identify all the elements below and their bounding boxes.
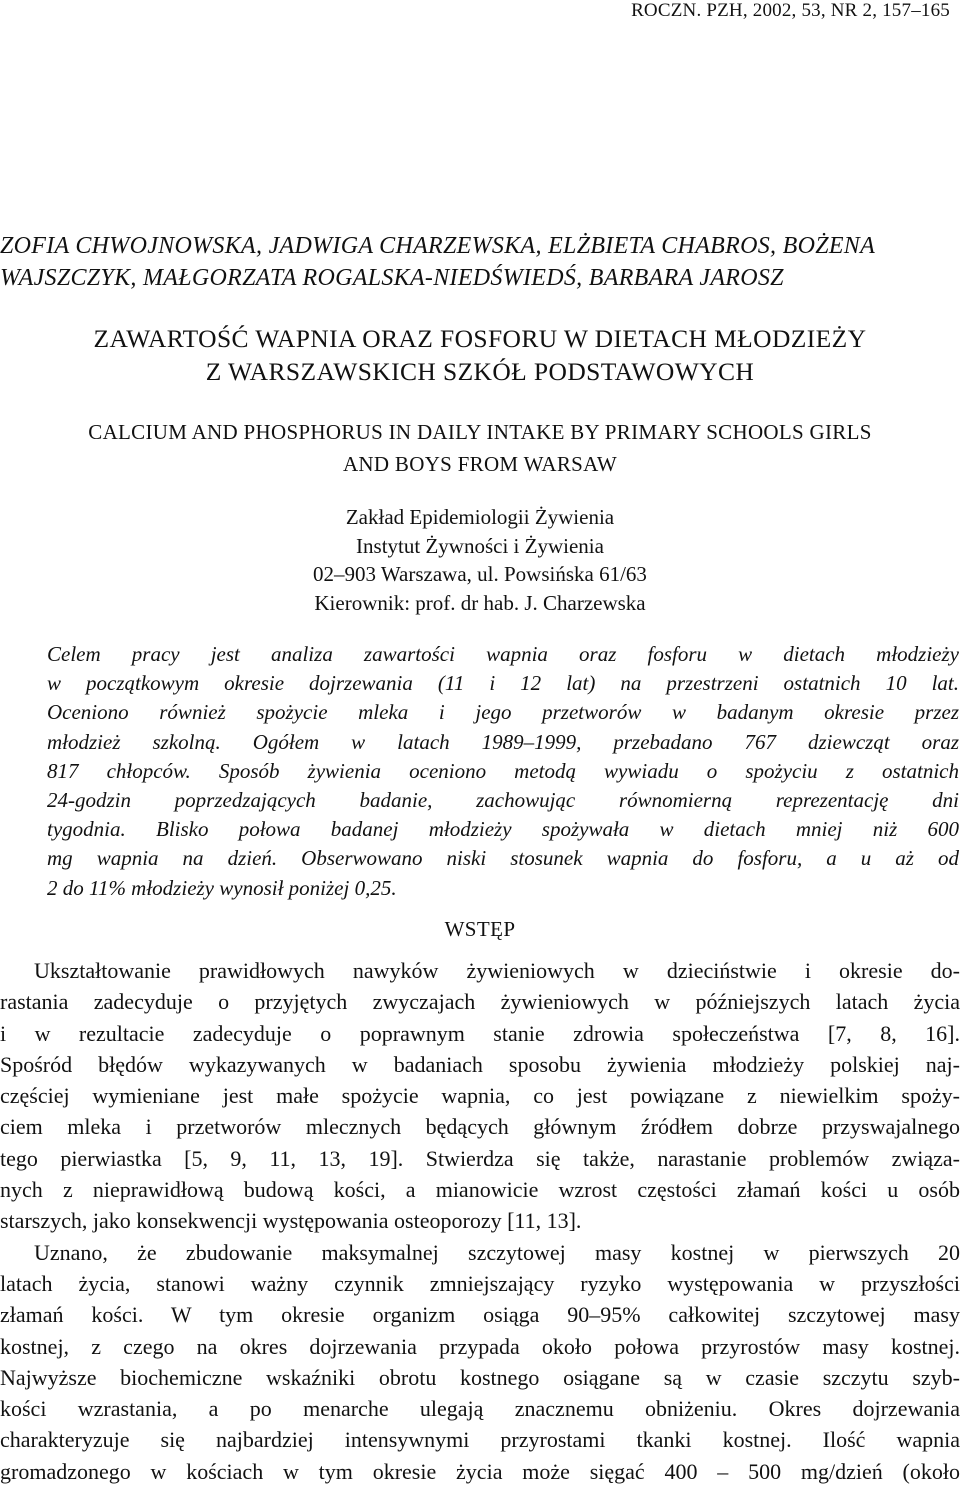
affiliation-head: Kierownik: prof. dr hab. J. Charzewska bbox=[314, 590, 646, 615]
body-line: charakteryzuje się najbardziej intensywnymi przyrostami tkanki kostnej. Ilość wapnia bbox=[0, 1427, 960, 1453]
section-heading: WSTĘP bbox=[444, 917, 516, 941]
title-line: Z WARSZAWSKICH SZKÓŁ PODSTAWOWYCH bbox=[205, 357, 755, 386]
affiliation-address: 02–903 Warszawa, ul. Powsińska 61/63 bbox=[313, 562, 647, 586]
body-line: nych z nieprawidłową budową kości, a mianowicie wzrost częstości złamań kości u osób bbox=[0, 1177, 960, 1203]
author-line: WAJSZCZYK, MAŁGORZATA ROGALSKA-NIEDŚWIEDŚ, BARBARA JAROSZ bbox=[0, 265, 784, 291]
abstract-line: młodzież szkolną. Ogółem w latach 1989–1999, przebadano 767 dziewcząt oraz bbox=[47, 729, 959, 754]
body-line: rastania zadecyduje o przyjętych zwyczajach żywieniowych w późniejszych latach życia bbox=[0, 989, 960, 1015]
body-text bbox=[0, 955, 960, 1487]
body-line: częściej wymieniane jest małe spożycie wapnia, co jest powiązane z niewielkim spoży- bbox=[0, 1083, 960, 1109]
title-line: AND BOYS FROM WARSAW bbox=[342, 452, 618, 476]
body-line: ciem mleka i przetworów mlecznych będących głównym źródłem dobrze przyswajalnego bbox=[0, 1114, 960, 1140]
journal-reference: ROCZN. PZH, 2002, 53, NR 2, 157–165 bbox=[631, 0, 950, 21]
affiliation-department: Zakład Epidemiologii Żywienia bbox=[345, 505, 615, 529]
abstract-line: Oceniono również spożycie mleka i jego przetworów w badanym okresie przez bbox=[47, 700, 959, 725]
body-line: Najwyższe biochemiczne wskaźniki obrotu kostnego osiągane są w czasie szczytu szyb- bbox=[0, 1364, 960, 1390]
body-line: kostnej, z czego na okres dojrzewania przypada około połowa przyrostów masy kostnej. bbox=[0, 1333, 960, 1359]
body-line: gromadzonego w kościach w tym okresie życia może sięgać 400 – 500 mg/dzień (około bbox=[0, 1458, 960, 1484]
body-line: latach życia, stanowi ważny czynnik zmniejszający ryzyko występowania w przyszłości bbox=[0, 1270, 960, 1296]
abstract-line: 817 chłopców. Sposób żywienia oceniono metodą wywiadu o spożyciu z ostatnich bbox=[47, 758, 959, 783]
abstract-line: w początkowym okresie dojrzewania (11 i 12 lat) na przestrzeni ostatnich 10 lat. bbox=[47, 671, 959, 696]
abstract bbox=[47, 640, 959, 903]
article-title-polish bbox=[0, 322, 960, 388]
author-line: ZOFIA CHWOJNOWSKA, JADWIGA CHARZEWSKA, ELŻBIETA CHABROS, BOŻENA bbox=[0, 233, 876, 259]
affiliation-institute: Instytut Żywności i Żywienia bbox=[356, 533, 604, 558]
body-line: Ukształtowanie prawidłowych nawyków żywieniowych w dzieciństwie i okresie do- bbox=[34, 958, 960, 983]
body-line: złamań kości. W tym okresie organizm osiąga 90–95% całkowitej szczytowej masy bbox=[0, 1302, 960, 1328]
author-list bbox=[0, 230, 960, 294]
abstract-line: mg wapnia na dzień. Obserwowano niski stosunek wapnia do fosforu, a u aż od bbox=[47, 846, 959, 871]
abstract-line: 24-godzin poprzedzających badanie, zachowując równomierną reprezentację dni bbox=[47, 787, 959, 812]
abstract-line: 2 do 11% młodzieży wynosił poniżej 0,25. bbox=[47, 875, 397, 900]
body-line: Spośród błędów wykazywanych w badaniach sposobu żywienia młodzieży polskiej naj- bbox=[0, 1051, 960, 1077]
abstract-line: Celem pracy jest analiza zawartości wapnia oraz fosforu w dietach młodzieży bbox=[47, 642, 959, 666]
affiliation-block bbox=[0, 503, 960, 617]
article-title-english bbox=[0, 416, 960, 480]
body-line: kości wzrastania, a po menarche ulegają znacznemu obniżeniu. Okres dojrzewania bbox=[0, 1396, 960, 1422]
title-line: CALCIUM AND PHOSPHORUS IN DAILY INTAKE BY PRIMARY SCHOOLS GIRLS bbox=[88, 420, 872, 444]
body-line: tego pierwiastka [5, 9, 11, 13, 19]. Stwierdza się także, narastanie problemów związa- bbox=[0, 1145, 960, 1171]
body-line: i w rezultacie zadecyduje o poprawnym stanie zdrowia społeczeństwa [7, 8, 16]. bbox=[0, 1020, 960, 1046]
body-line: Uznano, że zbudowanie maksymalnej szczytowej masy kostnej w pierwszych 20 bbox=[34, 1239, 960, 1265]
body-line: starszych, jako konsekwencji występowania osteoporozy [11, 13]. bbox=[0, 1208, 582, 1234]
abstract-line: tygodnia. Blisko połowa badanej młodzieży spożywała w dietach mniej niż 600 bbox=[47, 817, 959, 842]
title-line: ZAWARTOŚĆ WAPNIA ORAZ FOSFORU W DIETACH MŁODZIEŻY bbox=[93, 324, 867, 353]
